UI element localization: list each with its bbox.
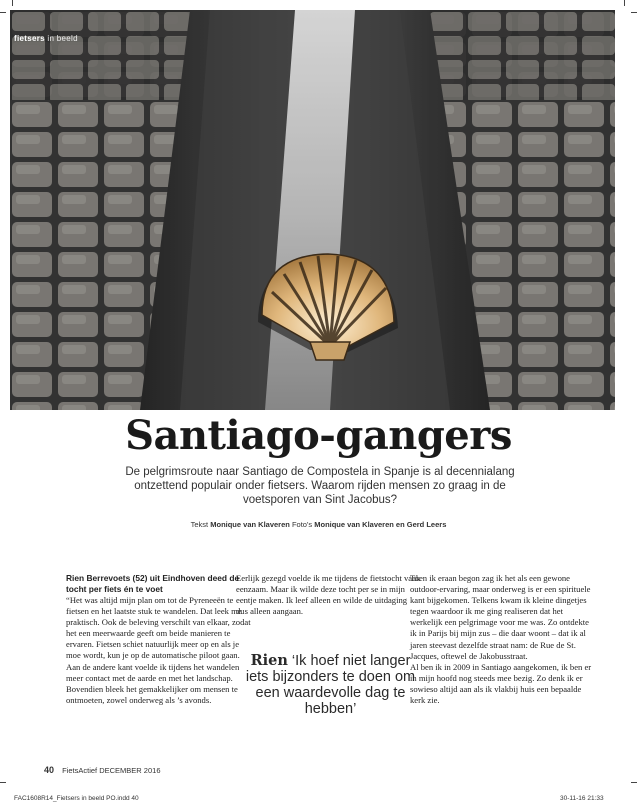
crop-mark — [631, 12, 637, 13]
credits — [0, 520, 637, 529]
section-tag-strong: fietsers — [14, 34, 45, 43]
article-body-3b: Al ben ik in 2009 in Santiago aangekomen, ik ben er in mijn hoofd nog steeds mee bezig. Zo denk ik er sowieso altijd aan als ik vlakbij huis een bepaalde kerk zie. — [410, 661, 592, 706]
article-column-3 — [410, 573, 595, 706]
credit-text-label: Tekst — [190, 520, 209, 529]
article-column-2 — [236, 573, 421, 617]
crop-mark — [0, 782, 6, 783]
crop-mark — [0, 12, 6, 13]
magazine-name: FietsActief — [62, 766, 98, 775]
slug-filename: FAC1608R14_Fietsers in beeld PO.indd 40 — [14, 795, 139, 802]
credit-photo-authors: Monique van Klaveren en Gerd Leers — [314, 520, 447, 529]
section-tag — [14, 34, 78, 43]
article-column-1 — [66, 573, 251, 706]
pull-quote-name: Rien — [250, 652, 288, 669]
page-number: 40 — [44, 765, 55, 775]
article-body-1: “Het was altijd mijn plan om tot de Pyreneeën te fietsen en het laatste stuk te wandelen. Dat leek me praktisch. Ook de beleving verschilt van elkaar, zodat het een meerwaarde geeft om beide manieren te ervaren. Fietsen schiet natuurlijk meer op en als je moe wordt, kun je op de automatische piloot gaan. Aan de andere kant voelde ik tijdens het wandelen meer contact met de aarde en met het landschap. Bovendien bleek het gemakkelijker om mensen te ontmoeten, zowel onderweg als ’s avonds. — [66, 595, 251, 705]
article-lead: Rien Berrevoets (52) uit Eindhoven deed de tocht per fiets én te voet — [66, 573, 240, 594]
article-body-2: Eerlijk gezegd voelde ik me tijdens de fietstocht vaak eenzaam. Maar ik wilde deze tocht per se in mijn eentje maken. Ik leef alleen en wilde de uitdaging dus alleen aangaan. — [236, 573, 421, 617]
section-tag-light: in beeld — [47, 34, 78, 43]
article-body-3a: Toen ik eraan begon zag ik het als een gewone outdoor-ervaring, maar onderweg is er een spirituele kant bijgekomen. Telkens kwam ik kleine dingetjes tegen waardoor ik me ging realiseren dat het werkelijk een pelgrimage voor me was. Zo ontdekte ik in Parijs bij mijn zus – die daar woont – dat ik al jaren steevast dezelfde straat nam: de Rue de St. Jacques, oftewel de Jakobusstraat. — [410, 573, 591, 661]
pull-quote — [238, 653, 423, 717]
standfirst: De pelgrimsroute naar Santiago de Compostela in Spanje is al decennialang ontzettend populair onder fietsers. Waarom rijden mensen zo graag in de voetsporen van Sint Jacobus? — [125, 466, 515, 506]
folio — [44, 765, 161, 775]
page-title: Santiago-gangers — [125, 412, 512, 459]
pull-quote-text: ‘Ik hoef niet langer iets bijzonders te doen om een waardevolle dag te hebben’ — [245, 653, 416, 717]
hero-photo — [10, 10, 615, 410]
crop-mark — [624, 0, 625, 6]
issue-date: DECEMBER 2016 — [99, 766, 161, 775]
credit-photo-label: Foto's — [291, 520, 313, 529]
slug-timestamp: 30-11-16 21:33 — [560, 795, 604, 802]
crop-mark — [631, 782, 637, 783]
credit-text-author: Monique van Klaveren — [210, 520, 290, 529]
cobblestone-shell-image — [10, 10, 615, 410]
crop-mark — [12, 0, 13, 6]
